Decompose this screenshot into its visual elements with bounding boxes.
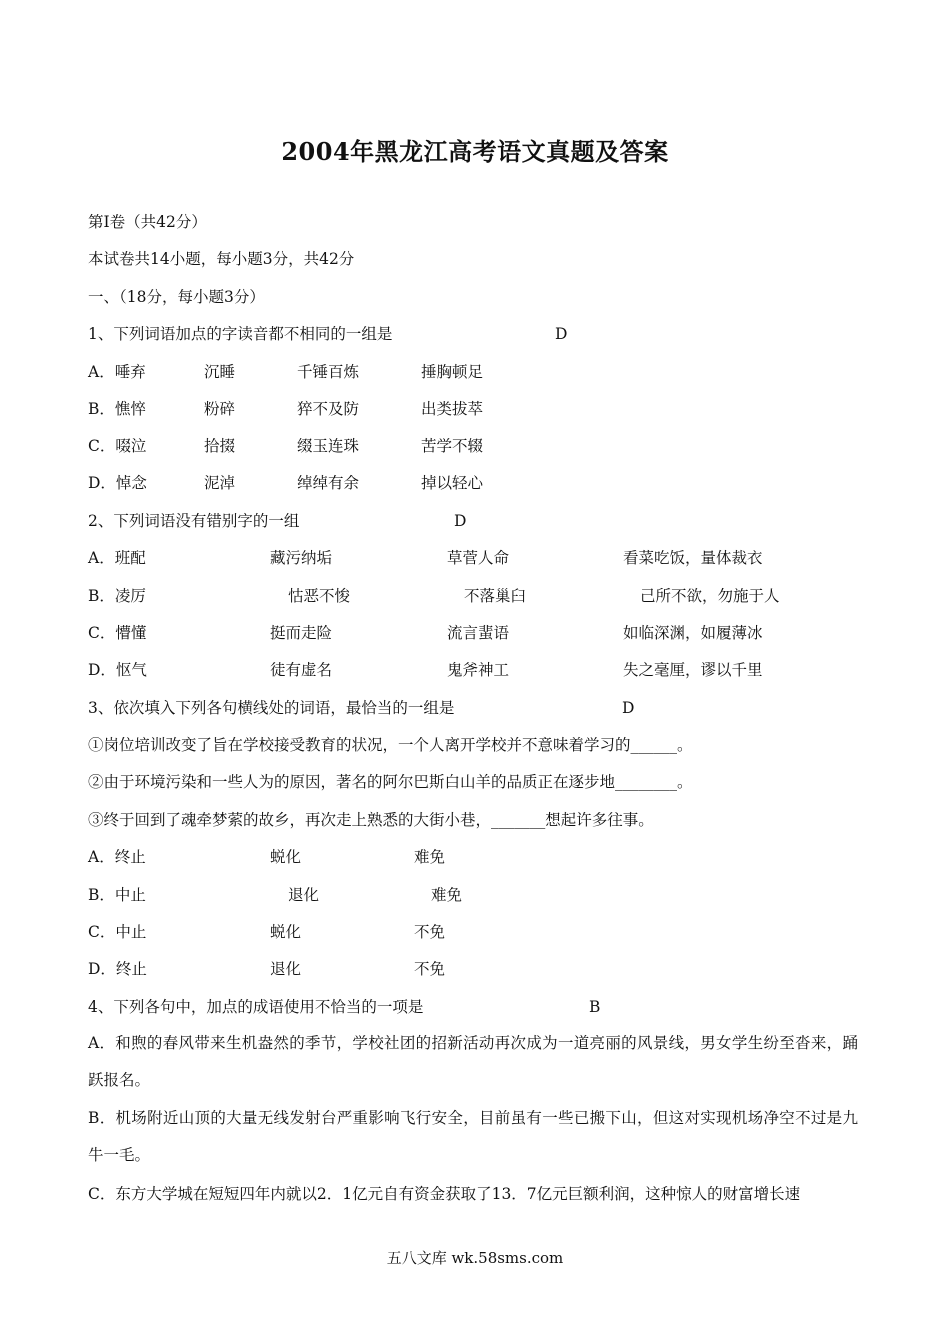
option-cell: D．悼念	[88, 474, 147, 492]
question-2-answer: D	[454, 512, 467, 530]
option-cell: 鬼斧神工	[447, 661, 510, 679]
option-cell: 藏污纳垢	[270, 549, 333, 567]
question-4-option-b: B．机场附近山顶的大量无线发射台严重影响飞行安全，目前虽有一些已搬下山，但这对实现机场净空不过是九牛一毛。	[88, 1109, 858, 1164]
option-cell: A．班配	[88, 549, 146, 567]
option-cell: 看菜吃饭，量体裁衣	[623, 549, 763, 567]
option-cell: 失之毫厘，谬以千里	[623, 661, 763, 679]
option-cell: B．中止	[88, 886, 146, 904]
option-cell: 蜕化	[270, 848, 302, 866]
option-cell: 泥淖	[204, 474, 236, 492]
option-cell: C．中止	[88, 923, 147, 941]
option-cell: 退化	[288, 886, 320, 904]
question-3-stem: 3、依次填入下列各句横线处的词语，最恰当的一组是	[88, 699, 455, 717]
option-cell: 拾掇	[204, 437, 236, 455]
option-cell: 蜕化	[270, 923, 302, 941]
option-cell: 猝不及防	[297, 400, 360, 418]
option-cell: 挺而走险	[270, 624, 333, 642]
page-title: 2004年黑龙江高考语文真题及答案	[281, 137, 669, 166]
question-1-answer: D	[555, 325, 568, 343]
question-4-stem: 4、下列各句中，加点的成语使用不恰当的一项是	[88, 998, 424, 1016]
option-cell: 怙恶不悛	[288, 587, 351, 605]
option-cell: 己所不欲，勿施于人	[640, 587, 780, 605]
option-cell: 草菅人命	[447, 549, 510, 567]
question-3-sentence: ③终于回到了魂牵梦萦的故乡，再次走上熟悉的大街小巷，_______想起许多往事。	[88, 811, 654, 829]
option-cell: 沉睡	[204, 363, 236, 381]
option-cell: 绰绰有余	[297, 474, 360, 492]
option-cell: C．懵懂	[88, 624, 147, 642]
option-cell: 难免	[414, 848, 446, 866]
option-cell: B．凌厉	[88, 587, 146, 605]
option-cell: 不落巢臼	[464, 587, 527, 605]
question-3-sentence: ②由于环境污染和一些人为的原因，著名的阿尔巴斯白山羊的品质正在逐步地________。	[88, 773, 693, 791]
question-4-answer: B	[589, 998, 601, 1016]
part-heading: 第Ⅰ卷（共42分）	[88, 213, 207, 231]
option-cell: B．憔悴	[88, 400, 146, 418]
option-cell: D．怄气	[88, 661, 147, 679]
section-heading: 一、（18分，每小题3分）	[88, 288, 265, 306]
option-cell: 不免	[414, 923, 446, 941]
question-4-option-c: C．东方大学城在短短四年内就以2．1亿元自有资金获取了13．7亿元巨额利润，这种惊人的财富增长速	[88, 1185, 801, 1203]
option-cell: 缀玉连珠	[297, 437, 360, 455]
option-cell: 如临深渊，如履薄冰	[623, 624, 763, 642]
option-cell: 捶胸顿足	[421, 363, 484, 381]
option-cell: A．终止	[88, 848, 146, 866]
option-cell: 流言蜚语	[447, 624, 510, 642]
option-cell: 粉碎	[204, 400, 236, 418]
footer-watermark: 五八文库 wk.58sms.com	[386, 1249, 564, 1267]
question-4-option-a: A．和煦的春风带来生机盎然的季节，学校社团的招新活动再次成为一道亮丽的风景线，男女学生纷至沓来，踊跃报名。	[88, 1034, 858, 1089]
option-cell: 掉以轻心	[421, 474, 484, 492]
option-cell: 不免	[414, 960, 446, 978]
option-cell: D．终止	[88, 960, 147, 978]
option-cell: 退化	[270, 960, 302, 978]
option-cell: A．唾弃	[88, 363, 146, 381]
question-2-stem: 2、下列词语没有错别字的一组	[88, 512, 300, 530]
option-cell: 难免	[431, 886, 463, 904]
option-cell: 千锤百炼	[297, 363, 360, 381]
option-cell: 出类拔萃	[421, 400, 484, 418]
question-3-sentence: ①岗位培训改变了旨在学校接受教育的状况，一个人离开学校并不意味着学习的______。	[88, 736, 693, 754]
part-intro: 本试卷共14小题，每小题3分，共42分	[88, 250, 355, 268]
question-1-stem: 1、下列词语加点的字读音都不相同的一组是	[88, 325, 393, 343]
question-3-answer: D	[622, 699, 635, 717]
option-cell: C．啜泣	[88, 437, 147, 455]
option-cell: 徒有虚名	[270, 661, 333, 679]
option-cell: 苦学不辍	[421, 437, 484, 455]
